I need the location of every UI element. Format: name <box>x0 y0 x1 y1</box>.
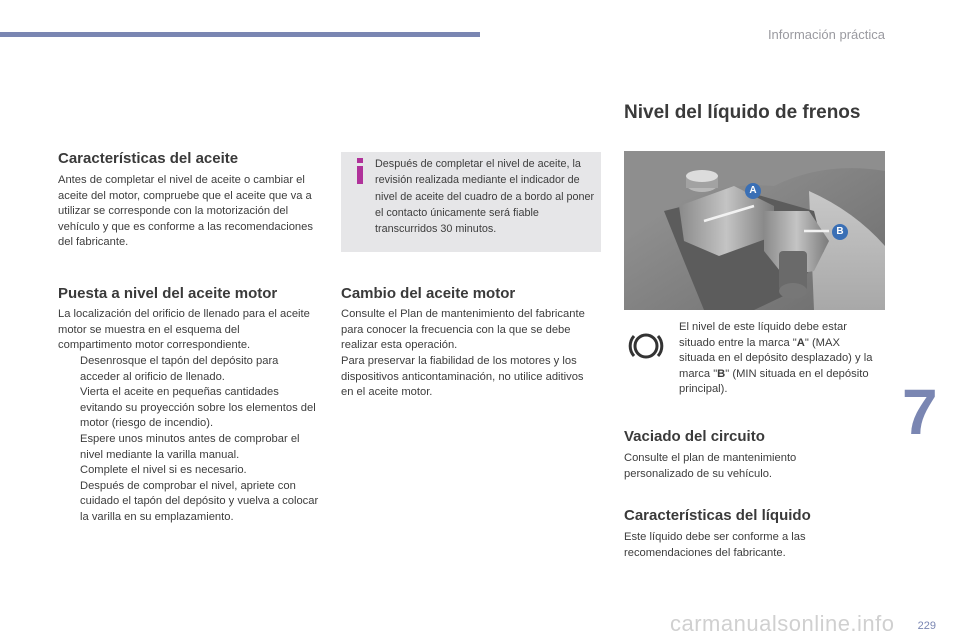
circuit-drain-title: Vaciado del circuito <box>624 428 765 445</box>
header-accent-bar <box>0 32 480 37</box>
list-item: Después de comprobar el nivel, apriete con cuidado el tapón del depósito y vuelva a colocar la varilla en su emplazamiento. <box>80 479 319 523</box>
brake-warning-icon <box>628 328 664 364</box>
top-up-steps <box>58 354 320 526</box>
oil-change-p1: Consulte el Plan de mantenimiento del fabricante para conocer la frecuencia con la que se debe realizar esta operación. <box>341 308 585 352</box>
oil-characteristics-body: Antes de completar el nivel de aceite o cambiar el aceite del motor, compruebe que el aceite que va a utilizar se corresponde con la motorización del vehículo y que es conforme a las recomendaciones del fabricante. <box>58 174 313 249</box>
info-box <box>341 152 601 252</box>
section-label: Información práctica <box>767 27 885 42</box>
top-up-title: Puesta a nivel del aceite motor <box>58 285 278 302</box>
mark-a-label: A <box>796 336 805 349</box>
list-item: Vierta el aceite en pequeñas cantidades evitando su proyección sobre los elementos del motor (riesgo de incendio). <box>80 386 316 430</box>
page-number: 229 <box>917 620 936 632</box>
mark-b-label: B <box>717 367 726 380</box>
info-text: Después de completar el nivel de aceite, la revisión realizada mediante el indicador de nivel de aceite del cuadro de a bordo al poner el contacto únicamente será fiable transcurridos 30 minutos. <box>375 158 595 236</box>
brake-level-text: El nivel de este líquido debe estar situado entre la marca "A" (MAX situada en el depósito desplazado) y la marca "B" (MIN situada en el depósito principal). <box>679 321 873 396</box>
brake-fluid-title: Nivel del líquido de frenos <box>624 102 861 123</box>
list-item: Complete el nivel si es necesario. <box>80 464 247 477</box>
oil-characteristics-title: Características del aceite <box>58 150 239 167</box>
top-up-intro: La localización del orificio de llenado para el aceite motor se muestra en el esquema del compartimento motor correspondiente. <box>58 308 310 352</box>
list-item: Espere unos minutos antes de comprobar el nivel mediante la varilla manual. <box>80 432 300 461</box>
circuit-drain-body: Consulte el plan de mantenimiento personalizado de su vehículo. <box>624 452 797 480</box>
oil-change-p2: Para preservar la fiabilidad de los motores y los dispositivos anticontaminación, no utilice aditivos en el aceite motor. <box>341 355 584 399</box>
brake-reservoir-photo <box>624 151 885 310</box>
mark-a-badge: A <box>745 183 761 199</box>
chapter-number: 7 <box>902 376 938 448</box>
watermark: carmanualsonline.info <box>670 611 895 636</box>
info-icon <box>352 158 368 184</box>
fluid-characteristics-body: Este líquido debe ser conforme a las recomendaciones del fabricante. <box>624 531 806 559</box>
fluid-characteristics-title: Características del líquido <box>624 507 811 524</box>
mark-b-badge: B <box>832 224 848 240</box>
list-item: Desenrosque el tapón del depósito para acceder al orificio de llenado. <box>80 355 279 383</box>
oil-change-title: Cambio del aceite motor <box>341 285 516 302</box>
